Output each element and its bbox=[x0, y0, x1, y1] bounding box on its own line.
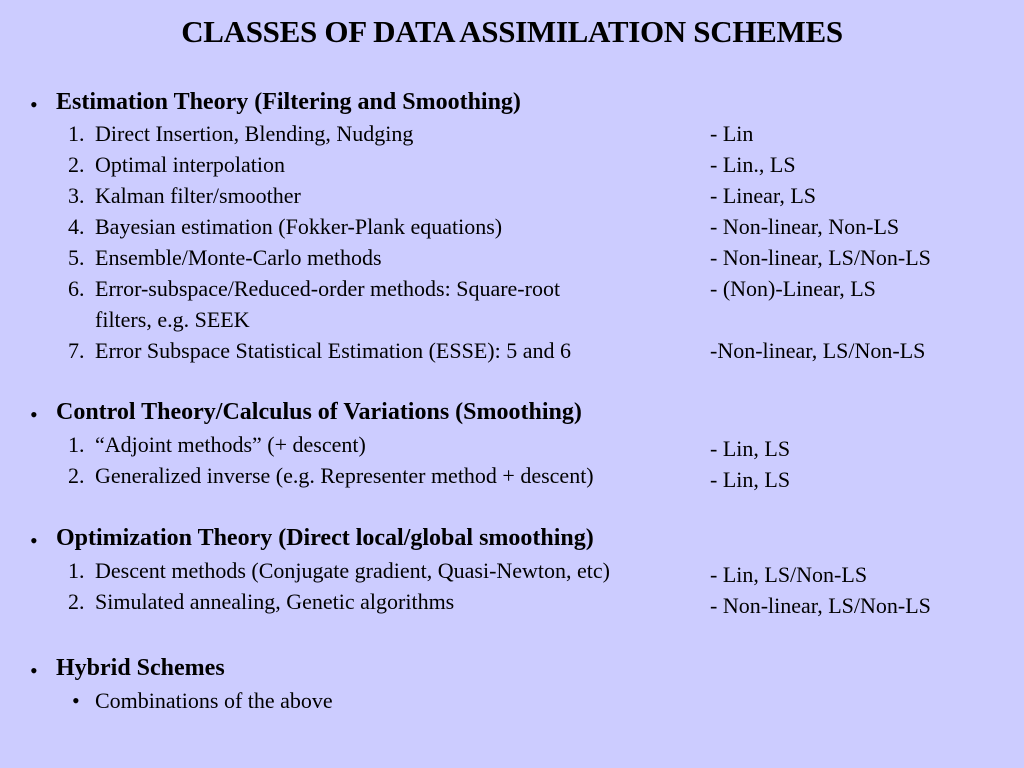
section-heading-control: Control Theory/Calculus of Variations (Smoothing) bbox=[56, 399, 582, 425]
item-text: Descent methods (Conjugate gradient, Quasi-Newton, etc) bbox=[95, 558, 611, 583]
item-text: “Adjoint methods” (+ descent) bbox=[95, 432, 366, 457]
item-note: - Lin, LS bbox=[710, 436, 791, 461]
item-text: Ensemble/Monte-Carlo methods bbox=[95, 245, 382, 270]
section-bullet: • bbox=[30, 402, 38, 427]
item-text: Combinations of the above bbox=[95, 688, 333, 713]
item-note: - Lin, LS bbox=[710, 467, 791, 492]
slide-title: CLASSES OF DATA ASSIMILATION SCHEMES bbox=[181, 14, 843, 49]
item-text: Generalized inverse (e.g. Representer method + descent) bbox=[95, 463, 594, 488]
sub-bullet: • bbox=[72, 688, 80, 713]
section-heading-optimization: Optimization Theory (Direct local/global smoothing) bbox=[56, 525, 594, 551]
item-number: 2. bbox=[68, 463, 85, 488]
item-text: Error Subspace Statistical Estimation (ESSE): 5 and 6 bbox=[95, 338, 571, 363]
section-bullet: • bbox=[30, 528, 38, 553]
item-text: Error-subspace/Reduced-order methods: Square-root bbox=[95, 276, 561, 301]
item-text: Kalman filter/smoother bbox=[95, 183, 301, 208]
item-number: 7. bbox=[68, 338, 85, 363]
item-text: Optimal interpolation bbox=[95, 152, 286, 177]
item-note: - Non-linear, LS/Non-LS bbox=[710, 593, 931, 618]
item-text: Direct Insertion, Blending, Nudging bbox=[95, 121, 414, 146]
item-number: 5. bbox=[68, 245, 85, 270]
item-number: 6. bbox=[68, 276, 85, 301]
item-note: - Non-linear, LS/Non-LS bbox=[710, 245, 931, 270]
item-number: 1. bbox=[68, 121, 85, 146]
item-note: - Lin., LS bbox=[710, 152, 796, 177]
item-number: 2. bbox=[68, 589, 85, 614]
item-note: - Non-linear, Non-LS bbox=[710, 214, 900, 239]
item-number: 1. bbox=[68, 558, 85, 583]
item-text: Bayesian estimation (Fokker-Plank equations) bbox=[95, 214, 503, 239]
item-text: Simulated annealing, Genetic algorithms bbox=[95, 589, 455, 614]
item-number: 1. bbox=[68, 432, 85, 457]
item-text-continuation: filters, e.g. SEEK bbox=[95, 307, 250, 332]
item-note: - Linear, LS bbox=[710, 183, 817, 208]
item-number: 4. bbox=[68, 214, 85, 239]
item-note: - (Non)-Linear, LS bbox=[710, 276, 876, 301]
item-note: - Lin, LS/Non-LS bbox=[710, 562, 868, 587]
section-heading-hybrid: Hybrid Schemes bbox=[56, 655, 225, 681]
item-number: 3. bbox=[68, 183, 85, 208]
item-note: - Lin bbox=[710, 121, 754, 146]
section-bullet: • bbox=[30, 658, 38, 683]
section-bullet: • bbox=[30, 92, 38, 117]
item-note: -Non-linear, LS/Non-LS bbox=[710, 338, 926, 363]
item-number: 2. bbox=[68, 152, 85, 177]
section-heading-estimation: Estimation Theory (Filtering and Smoothing) bbox=[56, 89, 521, 115]
